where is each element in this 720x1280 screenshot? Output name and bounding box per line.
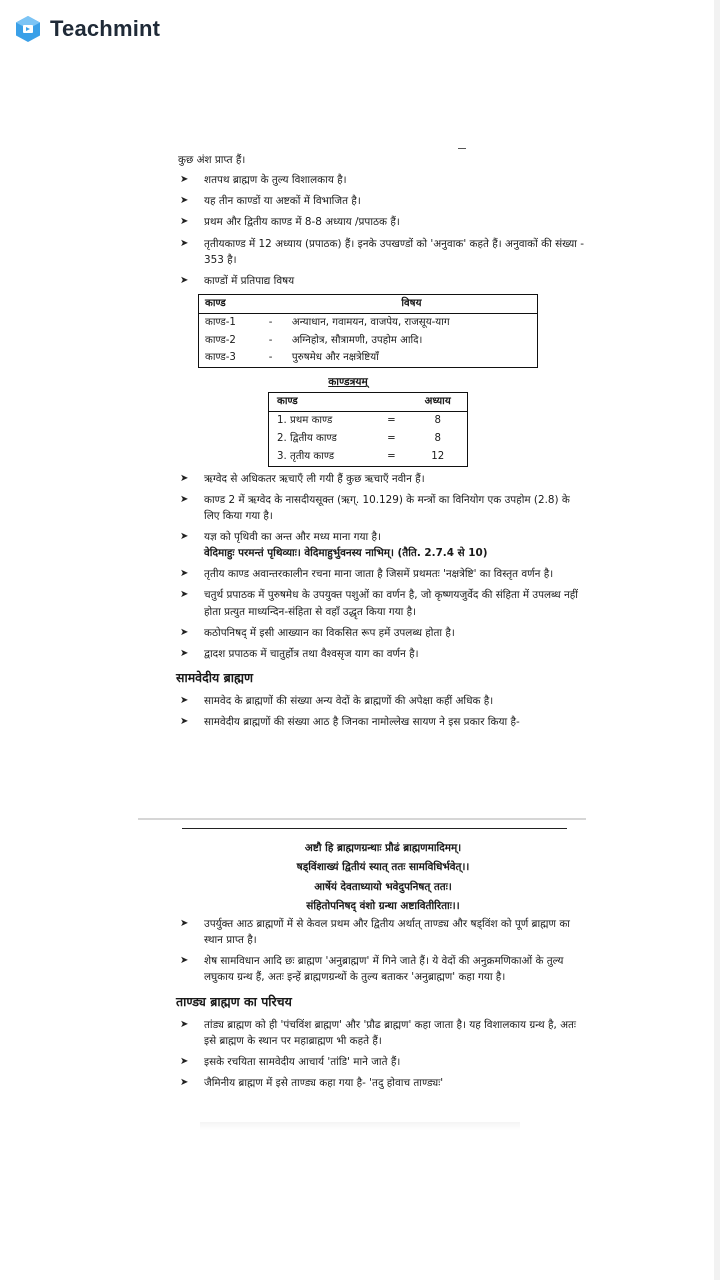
bullet-item: ➤ सामवेद के ब्राह्मणों की संख्या अन्य वेदों के ब्राह्मणों की अपेक्षा कहीं अधिक है। [180,695,494,708]
table-header: काण्ड [269,393,375,412]
arrow-bullet-icon: ➤ [180,531,189,543]
quote-line: वेदिमाहुः परमन्तं पृथिव्याः। वेदिमाहुर्भुवनस्य नाभिम्। (तैति. 2.7.4 से 10) [204,547,488,560]
top-rule [182,828,567,829]
bullet-item: ➤ कठोपनिषद् में इसी आख्यान का विकसित रूप हमें उपलब्ध होता है। [180,626,455,639]
bullet-item: ➤ तृतीय काण्ड अवान्तरकालीन रचना माना जाता है जिसमें प्रथमतः 'नक्षत्रेष्टि' का विस्तृत वर्णन है। [180,568,554,581]
brand-header[interactable] [14,14,160,44]
arrow-bullet-icon: ➤ [180,716,189,728]
arrow-bullet-icon: ➤ [180,568,189,580]
verse-line: अष्टौ हि ब्राह्मणग्रन्थाः प्रौढं ब्राह्मणमादिमम्। [304,842,462,854]
arrow-bullet-icon: ➤ [180,237,189,249]
bullet-item: ➤ शतपथ ब्राह्मण के तुल्य विशालकाय है। [180,174,347,187]
bottom-fade [200,1122,520,1130]
arrow-bullet-icon: ➤ [180,216,189,228]
page-dash [458,148,466,149]
table-header: विषय [286,294,538,313]
arrow-bullet-icon: ➤ [180,195,189,207]
bullet-item: ➤ इसके रचयिता सामवेदीय आचार्य 'तांडि' माने जाते हैं। [180,1056,401,1069]
arrow-bullet-icon: ➤ [180,626,189,638]
bullet-item: ➤ द्वादश प्रपाठक में चातुर्होत्र तथा वैश्वसृज याग का वर्णन है। [180,647,419,660]
kanda-adhyay-table [268,392,468,466]
text-line: कुछ अंश प्राप्त हैं। [178,154,246,166]
bullet-item: ➤ यह तीन काण्डों या अष्टकों में विभाजित है। [180,195,361,208]
arrow-bullet-icon: ➤ [180,918,189,929]
bullet-item: ➤ शेष सामविधान आदि छः ब्राह्मण 'अनुब्राह्मण' में गिने जाते हैं। ये वेदों की अनुक्रमणिकाओं के तुल्य लघुकाय ग्रन्थ हैं, अतः इन्हें ब्राह्मणग्रन्थों के तुल्य बताकर 'अनुब्राह्मण' कहा गया है। [180,955,564,984]
arrow-bullet-icon: ➤ [180,1056,189,1068]
arrow-bullet-icon: ➤ [180,493,189,505]
bullet-item: ➤ जैमिनीय ब्राह्मण में इसे ताण्ड्य कहा गया है- 'तदु होवाच ताण्ड्यः' [180,1077,444,1090]
arrow-bullet-icon: ➤ [180,1018,189,1030]
arrow-bullet-icon: ➤ [180,274,189,286]
arrow-bullet-icon: ➤ [180,589,189,601]
table-caption: काण्डत्रयम् [328,376,368,389]
verse-block [178,839,588,916]
bullet-item: ➤ काण्डों में प्रतिपाद्य विषय [180,274,295,287]
table-header: काण्ड [199,294,263,313]
bullet-item: ➤ उपर्युक्त आठ ब्राह्मणों में से केवल प्रथम और द्वितीय अर्थात् ताण्ड्य और षड्विंश को पूर्ण ब्राह्मण का स्थान प्राप्त है। [180,918,570,947]
table-header: अध्याय [408,393,467,412]
bullet-item: ➤ ऋग्वेद से अधिकतर ऋचाएँ ली गयी हैं कुछ ऋचाएँ नवीन हैं। [180,472,425,485]
verse-line: आर्षेयं देवताध्यायो भवेदुपनिषत् ततः। [314,880,452,893]
bullet-item: ➤ काण्ड 2 में ऋग्वेद के नासदीयसूक्त (ऋग्. 10.129) के मन्त्रों का विनियोग एक उपहोम (2.8) के लिए किया गया है। [180,493,570,522]
brand-name: Teachmint [50,16,161,41]
arrow-bullet-icon: ➤ [180,647,189,659]
table-row: काण्ड-3 - पुरुषमेध और नक्षत्रेष्टियाँ [205,352,379,364]
table-row: काण्ड-1 - अन्याधान, गवामयन, वाजपेय, राजसूय-याग [205,316,450,328]
right-edge [714,0,720,1280]
table-row: काण्ड-2 - अग्निहोत्र, सौत्रामणी, उपहोम आदि। [205,334,423,346]
arrow-bullet-icon: ➤ [180,174,189,186]
document-page-lower [178,828,588,1096]
bullet-item: ➤ सामवेदीय ब्राह्मणों की संख्या आठ है जिनका नामोल्लेख सायण ने इस प्रकार किया है- [180,716,520,729]
bullet-item: ➤ प्रथम और द्वितीय काण्ड में 8-8 अध्याय /प्रपाठक हैं। [180,216,400,229]
verse-line: षड्विंशाख्यं द्वितीयं स्यात् ततः सामविधिर्भवेत्।। [296,861,470,874]
table-row: 2. द्वितीय काण्ड = 8 [277,433,441,445]
verse-line: संहितोपनिषद् वंशो ग्रन्था अष्टावितीरिताः।। [306,899,460,912]
kanda-subject-table [198,294,538,368]
bullet-item: ➤ यज्ञ को पृथिवी का अन्त और मध्य माना गया है। वेदिमाहुः परमन्तं पृथिव्याः। वेदिमाहुर्भुवनस्य नाभिम्। (तैति. 2.7.4 से 10) [180,531,488,560]
table-row: 3. तृतीय काण्ड = 12 [277,450,445,462]
bullet-item: ➤ चतुर्थ प्रपाठक में पुरुषमेध के उपयुक्त पशुओं का वर्णन है, जो कृष्णयजुर्वेद की संहिता में उपलब्ध नहीं होता प्रत्युत माध्यन्दिन-संहिता से वहाँ उद्धृत किया गया है। [180,589,578,618]
teachmint-logo-icon [14,15,42,43]
section-heading: सामवेदीय ब्राह्मण [176,669,254,685]
section-heading: ताण्ड्य ब्राह्मण का परिचय [176,993,292,1009]
document-page-upper [178,152,588,736]
arrow-bullet-icon: ➤ [180,1077,189,1089]
arrow-bullet-icon: ➤ [180,472,189,484]
page-separator [138,818,586,820]
bullet-item: ➤ तृतीयकाण्ड में 12 अध्याय (प्रपाठक) हैं। इनके उपखण्डों को 'अनुवाक' कहते हैं। अनुवाकों की संख्या - 353 है। [180,237,585,266]
arrow-bullet-icon: ➤ [180,695,189,707]
arrow-bullet-icon: ➤ [180,955,189,967]
bullet-item: ➤ तांड्य ब्राह्मण को ही 'पंचविंश ब्राह्मण' और 'प्रौढ ब्राह्मण' कहा जाता है। यह विशालकाय ग्रन्थ है, अतः इसे ब्राह्मण के स्थान पर महाब्राह्मण भी कहते हैं। [180,1018,577,1047]
table-row: 1. प्रथम काण्ड = 8 [277,415,441,427]
